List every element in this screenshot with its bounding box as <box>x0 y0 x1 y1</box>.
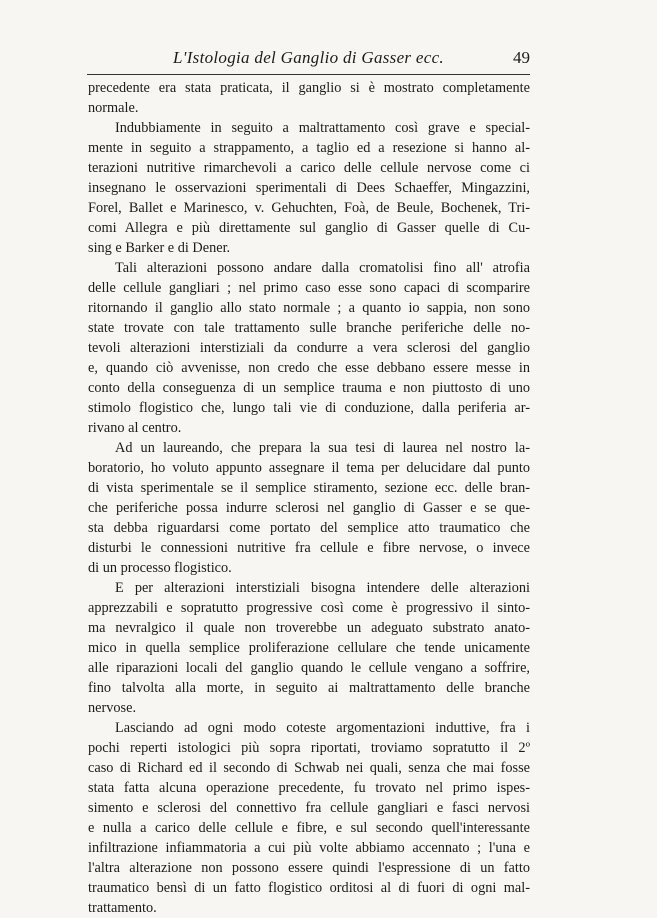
paragraph <box>88 718 530 918</box>
paragraph <box>88 78 530 118</box>
text-line: pochi reperti istologici più sopra riportati, troviamo sopratutto il 2º <box>88 740 530 756</box>
text-line: traumatico bensì di un fatto flogistico orditosi al di fuori di ogni mal- <box>88 880 530 896</box>
text-line: mente in seguito a strappamento, a taglio ed a resezione si hanno al- <box>88 140 530 156</box>
text-line: simento e sclerosi del connettivo fra cellule gangliari e fasci nervosi <box>88 800 530 816</box>
text-line: nervose. <box>88 700 137 716</box>
text-line: tevoli alterazioni interstiziali da condurre a vera sclerosi del ganglio <box>88 340 530 356</box>
text-line: Ad un laureando, che prepara la sua tesi di laurea nel nostro la- <box>115 440 530 456</box>
text-line: di un processo flogistico. <box>88 560 232 576</box>
text-line: ritornando il ganglio allo stato normale ; a quanto io sappia, non sono <box>88 300 530 316</box>
text-line: Forel, Ballet e Marinesco, v. Gehuchten, Foà, de Beule, Bochenek, Tri- <box>88 200 530 216</box>
text-line: sta debba riguardarsi come portato del semplice atto traumatico che <box>88 520 530 536</box>
paragraph <box>88 258 530 438</box>
text-line: Indubbiamente in seguito a maltrattamento così grave e special- <box>115 120 530 136</box>
text-line: E per alterazioni interstiziali bisogna intendere delle alterazioni <box>115 580 530 596</box>
text-line: e nulla a carico delle cellule e fibre, e sul secondo quell'interessante <box>88 820 530 836</box>
header-rule <box>87 74 530 75</box>
text-line: apprezzabili e sopratutto progressive così come è progressivo il sinto- <box>88 600 530 616</box>
paragraph <box>88 118 530 258</box>
text-line: l'altra alterazione non possono essere quindi l'espressione di un fatto <box>88 860 530 876</box>
text-line: delle cellule gangliari ; nel primo caso esse sono capaci di scomparire <box>88 280 530 296</box>
text-line: stata fatta alcuna operazione precedente, fu trovato nel primo ispes- <box>88 780 530 796</box>
text-line: ma nevralgico il quale non troverebbe un adeguato substrato anato- <box>88 620 530 636</box>
text-line: alle riparazioni locali del ganglio quando le cellule vengano a soffrire, <box>88 660 530 676</box>
text-line: conto della conseguenza di un semplice trauma e non piuttosto di uno <box>88 380 530 396</box>
running-title: L'Istologia del Ganglio di Gasser ecc. <box>173 48 444 67</box>
text-line: caso di Richard ed il secondo di Schwab nei quali, senza che mai fosse <box>88 760 530 776</box>
text-line: e, quando ciò avvenisse, non credo che esse debbano essere messe in <box>88 360 530 376</box>
text-line: boratorio, ho voluto appunto assegnare il tema per delucidare dal punto <box>88 460 530 476</box>
text-line: disturbi le connessioni nutritive fra cellule e fibre nervose, o invece <box>88 540 530 556</box>
text-line: terazioni nutritive rimarchevoli a carico delle cellule nervose come ci <box>88 160 530 176</box>
page-number: 49 <box>513 48 530 67</box>
paragraph <box>88 438 530 578</box>
text-line: precedente era stata praticata, il ganglio si è mostrato completamente <box>88 80 530 96</box>
paragraph <box>88 578 530 718</box>
body-text <box>88 78 530 918</box>
text-line: rivano al centro. <box>88 420 182 436</box>
page-header <box>87 46 530 72</box>
text-line: stimolo flogistico che, lungo tali vie di conduzione, dalla periferia ar- <box>88 400 530 416</box>
text-line: state trovate con tale trattamento sulle branche periferiche delle no- <box>88 320 530 336</box>
text-line: sing e Barker e di Dener. <box>88 240 231 256</box>
text-line: Tali alterazioni possono andare dalla cromatolisi fino all' atrofia <box>115 260 530 276</box>
text-line: di vista sperimentale se il semplice stiramento, sezione ecc. delle bran- <box>88 480 530 496</box>
text-line: comi Allegra e più direttamente sul ganglio di Gasser quelle di Cu- <box>88 220 530 236</box>
text-line: che periferiche possa indurre sclerosi nel ganglio di Gasser e se que- <box>88 500 530 516</box>
text-line: normale. <box>88 100 139 116</box>
text-line: trattamento. <box>88 900 157 916</box>
text-line: insegnano le osservazioni sperimentali di Dees Schaeffer, Mingazzini, <box>88 180 530 196</box>
text-line: mico in quella semplice proliferazione cellulare che tende unicamente <box>88 640 530 656</box>
text-line: fino talvolta alla morte, in seguito ai maltrattamento delle branche <box>88 680 530 696</box>
text-line: infiltrazione infiammatoria a cui più volte abbiamo accennato ; l'una e <box>88 840 530 856</box>
text-line: Lasciando ad ogni modo coteste argomentazioni induttive, fra i <box>115 720 530 736</box>
